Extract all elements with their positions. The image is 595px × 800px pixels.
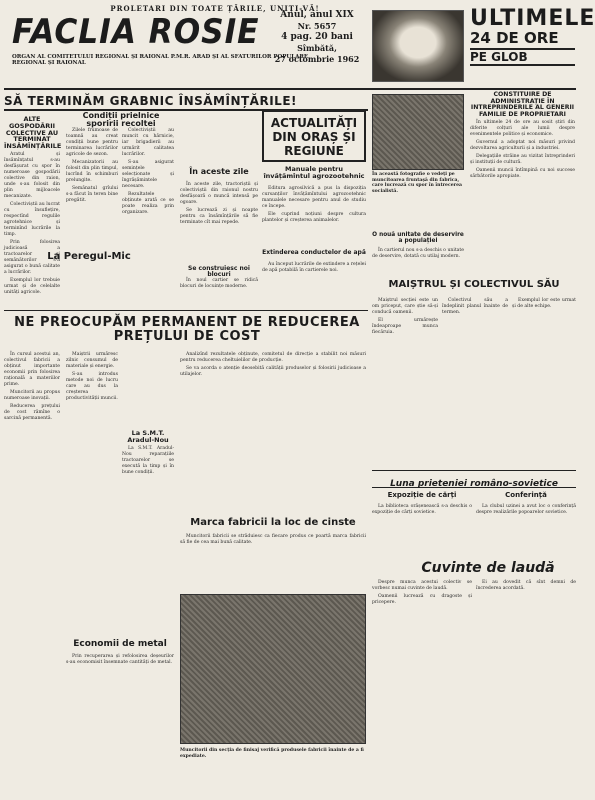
ultime-title: ULTIMELE — [470, 6, 595, 31]
masthead-rule — [4, 88, 576, 90]
issue-year: Anul, anul XIX — [280, 10, 354, 20]
issue-date: 27 octombrie 1962 — [274, 54, 360, 64]
ultime-hours: 24 DE ORE — [470, 29, 559, 47]
article-smt: La S.M.T. Aradul-Nou reparațiile tractoarelor se execută la timp și în bune condiții. — [122, 446, 174, 475]
article-extindere: Au început lucrările de extindere a rețelei de apă potabilă în cartierele noi. — [262, 262, 366, 273]
section-smt: La S.M.T. Aradul-Nou — [127, 429, 169, 444]
ultime-region: PE GLOB — [470, 48, 575, 66]
article-economii: Prin recuperarea și refolosirea deșeurilor s-au economisit însemnate cantități de metal. — [66, 654, 174, 665]
marca-headline: Marca fabricii la loc de cinste — [190, 517, 356, 528]
main-headline: SĂ TERMINĂM GRABNIC ÎNSĂMÎNȚĂRILE! — [4, 94, 297, 108]
worker-photo — [372, 94, 464, 170]
article-conditii-b: Colectiviștii au muncit cu hărnicie, iar brigadierii au urmărit calitatea lucrărilor. S-au asigurat semințele selecționate și îngrășămintele necesare. Rezultatele obținute arată ce se poate realiza prin organizare. — [122, 128, 174, 215]
issue-pages: 4 pag. 20 bani — [281, 32, 353, 42]
factory-photo — [180, 594, 366, 744]
article-maistrul-b: Colectivul său a îndeplinit planul înainte de termen. — [442, 298, 508, 315]
article-gospodarii: Aratul și însămînțatul s-au desfășurat cu spor în numeroase gospodării colective din raion, unde s-au folosit din plin mijloacele mecanizate. Colectiviștii au lucrat cu însuflețire, respectînd regulile agrotehnice și terminînd lucrările la timp. Prin folosirea judicioasă a tractoarelor și semănătorilor s-a asigurat o bună calitate a lucrărilor. Exemplul lor trebuie urmat și de celelalte unități agricole. — [4, 152, 60, 295]
article-constructii: În noul cartier se ridică blocuri de locuințe moderne. — [180, 278, 258, 289]
issue-day: Sîmbătă, — [297, 43, 337, 53]
article-expozitie: La biblioteca orășenească s-a deschis o expoziție de cărți sovietice. — [372, 504, 472, 515]
portrait-photo — [372, 10, 464, 82]
section-gospodarii: ALTE GOSPODĂRII COLECTIVE AU TERMINAT ÎNSĂMÎNȚĂRILE — [4, 115, 62, 151]
second-headline: NE PREOCUPĂM PERMANENT DE REDUCEREA PREȚULUI DE COST — [14, 315, 360, 344]
cuvinte-headline: Cuvinte de laudă — [421, 560, 555, 576]
article-marca: Muncitorii fabricii se străduiesc ca fiecare produs ce poartă marca fabricii să fie de cea mai bună calitate. — [180, 534, 366, 545]
section-mic: La Peregul-Mic — [47, 251, 131, 262]
article-pret-c: Analizînd rezultatele obținute, comitetul de direcție a stabilit noi măsuri pentru reducerea cheltuielilor de producție. Se va acorda o atenție deosebită calității produselor și folosirii judicioase a utilajelor. — [180, 352, 366, 377]
newspaper-subline: ORGAN AL COMITETULUI REGIONAL ȘI RAIONAL P.M.R. ARAD ȘI AL SFATURILOR POPULARE REGIONAL ȘI RAIONAL — [12, 54, 309, 66]
section-comitet: CONSTITUIRE DE ADMINISTRAȚIE ÎN INTREPRINDERILE AL GENERII FAMILIE DE PROPRIETARI — [470, 91, 575, 118]
article-cuvinte-a: Despre munca acestui colectiv se vorbesc numai cuvinte de laudă. Oamenii lucrează cu dragoste și pricepere. — [372, 580, 472, 605]
section-conditii: Condiții prielnice sporirii recoltei — [82, 111, 160, 129]
luna-title: Luna prieteniei româno-sovietice — [390, 479, 558, 489]
section-conferinta: Conferință — [505, 491, 547, 499]
article-pret-b: Maiștrii urmăresc zilnic consumul de materiale și energie. S-au introdus metode noi de lucru care au dus la creșterea productivității muncii. — [66, 352, 118, 401]
article-pret-a: În cursul acestui an, colectivul fabricii a obținut importante economii prin folosirea rațională a materiilor prime. Muncitorii au propus numeroase inovații. Reducerea prețului de cost rămîne o sarcină permanentă. — [4, 352, 60, 421]
section-zile: În aceste zile — [189, 167, 249, 176]
section-manuale: Manuale pentru învățămîntul agrozootehnic — [263, 165, 365, 180]
article-maistrul-a: Maiștrul secției este un om priceput, care știe să-și conducă oamenii. El urmărește îndeaproape munca fiecăruia. — [372, 298, 438, 335]
photo-bottom-caption: Muncitorii din secția de finisaj verifică produsele fabricii înainte de a fi expediate. — [180, 748, 364, 759]
section-constructii: Se construiesc noi blocuri — [188, 265, 250, 279]
article-ultime: În ultimele 24 de ore au sosit știri din diferite colțuri ale lumii despre evenimentele politice și economice. Guvernul a adoptat noi măsuri privind dezvoltarea agriculturii și a industriei. Delegațiile străine au vizitat întreprinderi și instituții de cultură. Oamenii muncii întîmpină cu noi succese sărbătorile apropiate. — [470, 120, 575, 179]
section-economii: Economii de metal — [73, 639, 167, 649]
mid-rule — [4, 310, 368, 311]
article-maistrul-c: Exemplul lor este urmat și de alte echipe. — [512, 298, 576, 309]
article-conditii-a: Zilele frumoase de toamnă au creat condiții bune pentru terminarea lucrărilor agricole de sezon. Mecanizatorii au folosit din plin timpul, lucrînd în schimburi prelungite. Semănatul grîului s-a făcut în teren bine pregătit. — [66, 128, 118, 203]
issue-number: Nr. 5657 — [297, 21, 337, 31]
article-cuvinte-b: Ei au dovedit că sînt demni de încrederea acordată. — [476, 580, 576, 591]
section-extindere: Extinderea conductelor de apă — [262, 249, 366, 256]
newspaper-title: FACLIA ROSIE — [12, 12, 260, 52]
issue-info — [262, 10, 372, 65]
photo-top-caption: În această fotografie o vedeți pe muncitoarea fruntașă din fabrica, care lucrează cu spor în întrecerea socialistă. — [372, 172, 462, 194]
section-expozitie: Expoziție de cărți — [387, 491, 457, 499]
motto: PROLETARI DIN TOATE ȚĂRILE, UNIȚI-VĂ! — [110, 4, 320, 13]
section-maistrul: MAIȘTRUL ȘI COLECTIVUL SĂU — [388, 279, 560, 290]
section-stat: O nouă unitate de deservire a populației — [372, 232, 464, 245]
article-conferinta: La clubul uzinei a avut loc o conferință despre realizările popoarelor sovietice. — [476, 504, 576, 515]
actualitati-title: ACTUALITĂȚI DIN ORAȘ ȘI REGIUNE — [270, 116, 358, 158]
luna-banner — [372, 470, 576, 488]
actualitati-box — [262, 110, 366, 162]
article-stat: În cartierul nou s-a deschis o unitate de deservire, dotată cu utilaj modern. — [372, 248, 464, 259]
article-manuale: Editura agrosilvică a pus la dispoziția cursanților învățămîntului agrozootehnic manualele necesare pentru anul de studiu ce începe. Ele cuprind noțiuni despre cultura plantelor și creșterea animalelor. — [262, 186, 366, 223]
ultime-box — [470, 6, 595, 66]
article-zile: În aceste zile, tractoriștii și colectiviștii din raionul nostru desfășoară o muncă intensă pe ogoare. Se lucrează zi și noapte pentru ca însămînțările să fie terminate cît mai repede. — [180, 182, 258, 225]
